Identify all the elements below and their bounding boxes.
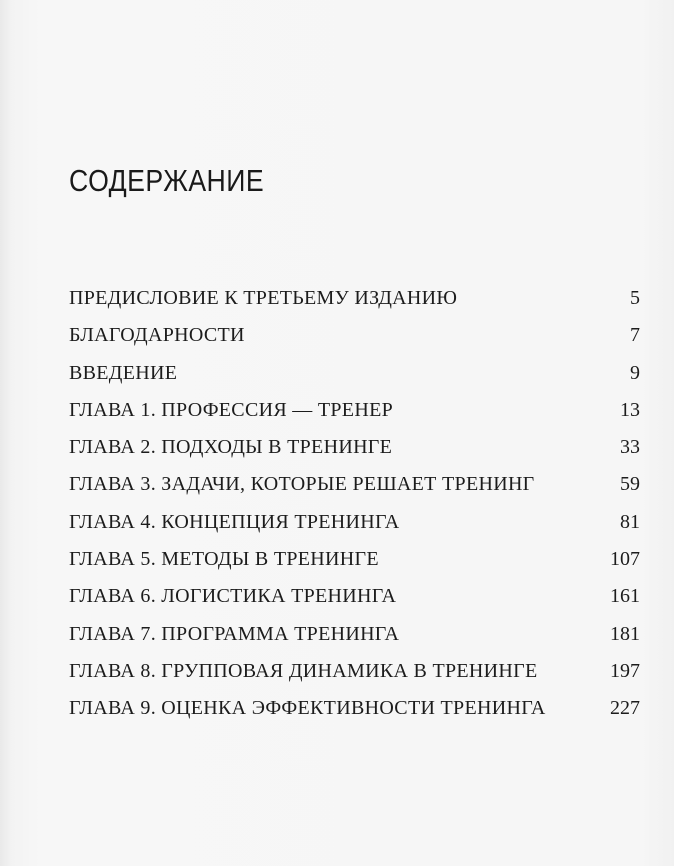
toc-entry-page-number: 33 [620, 436, 640, 459]
toc-entry[interactable] [69, 285, 640, 322]
toc-entry-title: ГЛАВА 2. ПОДХОДЫ В ТРЕНИНГЕ [69, 436, 393, 459]
toc-entry-title: ГЛАВА 8. ГРУППОВАЯ ДИНАМИКА В ТРЕНИНГЕ [69, 659, 538, 682]
toc-entry-page-number: 227 [610, 697, 640, 720]
table-of-contents [69, 285, 640, 733]
toc-entry-page-number: 197 [610, 659, 640, 682]
toc-entry-title: ГЛАВА 9. ОЦЕНКА ЭФФЕКТИВНОСТИ ТРЕНИНГА [69, 697, 546, 720]
toc-entry-page-number: 107 [610, 548, 640, 571]
toc-entry-page-number: 7 [630, 324, 640, 347]
toc-entry-page-number: 13 [620, 398, 640, 421]
toc-entry[interactable] [69, 621, 640, 658]
toc-entry[interactable] [69, 583, 640, 620]
toc-entry-page-number: 161 [610, 585, 640, 608]
toc-entry-title: ВВЕДЕНИЕ [69, 361, 178, 384]
toc-entry-page-number: 181 [610, 622, 640, 645]
toc-entry-title: БЛАГОДАРНОСТИ [69, 324, 245, 347]
toc-entry[interactable] [69, 322, 640, 359]
toc-entry-title: ГЛАВА 1. ПРОФЕССИЯ — ТРЕНЕР [69, 398, 394, 421]
toc-entry-page-number: 59 [620, 473, 640, 496]
toc-entry-title: ГЛАВА 6. ЛОГИСТИКА ТРЕНИНГА [69, 585, 397, 608]
page-title: СОДЕРЖАНИЕ [69, 163, 265, 198]
toc-entry-title: ГЛАВА 3. ЗАДАЧИ, КОТОРЫЕ РЕШАЕТ ТРЕНИНГ [69, 473, 535, 496]
toc-entry-page-number: 81 [620, 510, 640, 533]
toc-entry-title: ГЛАВА 5. МЕТОДЫ В ТРЕНИНГЕ [69, 548, 379, 571]
toc-entry-page-number: 9 [630, 361, 640, 384]
toc-entry[interactable] [69, 695, 640, 732]
toc-entry-page-number: 5 [630, 287, 640, 309]
toc-entry-title: ГЛАВА 4. КОНЦЕПЦИЯ ТРЕНИНГА [69, 510, 400, 533]
toc-entry[interactable] [69, 658, 640, 695]
toc-entry[interactable] [69, 546, 640, 583]
toc-entry[interactable] [69, 471, 640, 508]
toc-entry[interactable] [69, 360, 640, 397]
toc-entry[interactable] [69, 397, 640, 434]
toc-entry[interactable] [69, 434, 640, 471]
toc-entry-title: ГЛАВА 7. ПРОГРАММА ТРЕНИНГА [69, 622, 400, 645]
toc-entry-title: ПРЕДИСЛОВИЕ К ТРЕТЬЕМУ ИЗДАНИЮ [69, 287, 458, 309]
toc-entry[interactable] [69, 509, 640, 546]
